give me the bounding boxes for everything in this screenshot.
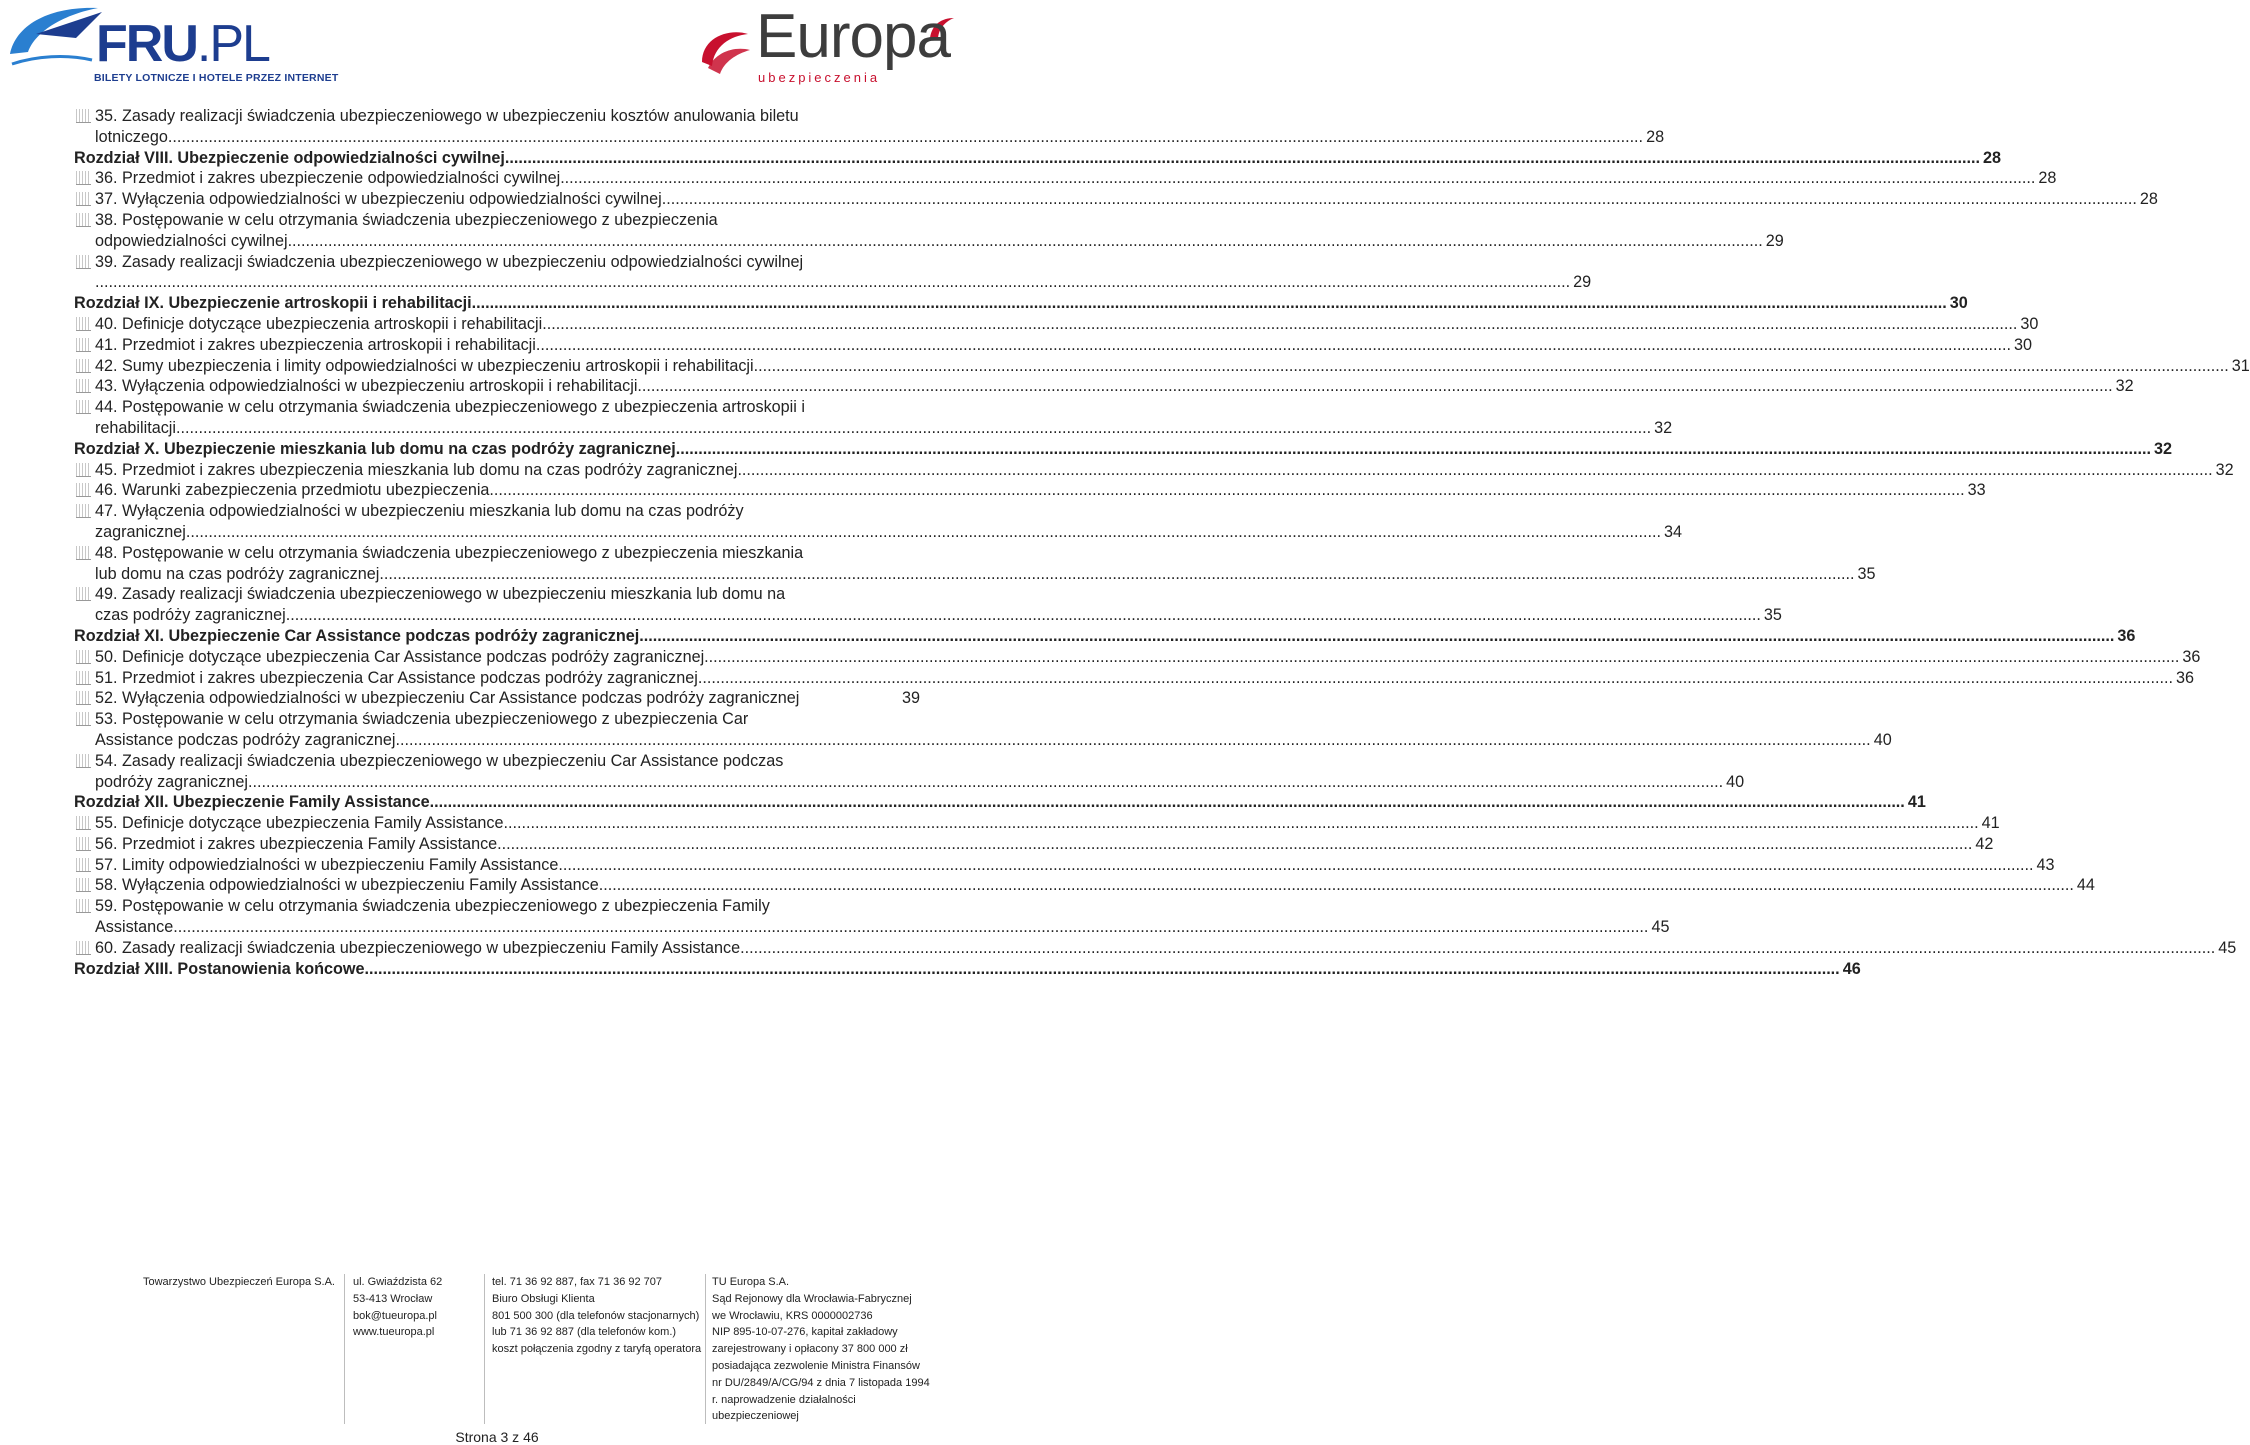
toc-marker-icon — [76, 587, 91, 601]
toc-dot-leader — [704, 647, 2179, 668]
toc-marker-icon — [76, 317, 91, 331]
footer-line: bok@tueuropa.pl — [353, 1309, 437, 1322]
toc-marker-icon — [76, 379, 91, 393]
toc-section-entry[interactable] — [74, 460, 2234, 481]
toc-dot-leader — [737, 460, 2212, 481]
toc-page-number: 32 — [2115, 377, 2134, 396]
toc-entry-text: czas podróży zagranicznej — [95, 606, 286, 625]
toc-entry-text: odpowiedzialności cywilnej — [95, 231, 288, 250]
footer-line: koszt połączenia zgodny z taryfą operatora — [492, 1343, 702, 1356]
toc-entry-text: 58. Wyłączenia odpowiedzialności w ubezpieczeniu Family Assistance — [95, 876, 599, 895]
toc-page-number: 30 — [2014, 335, 2033, 354]
toc-page-number: 40 — [1726, 772, 1745, 791]
toc-page-number: 46 — [1842, 959, 1861, 978]
toc-section-entry[interactable] — [74, 875, 2095, 896]
toc-entry-text: 52. Wyłączenia odpowiedzialności w ubezpieczeniu Car Assistance podczas podróży zagranicznej — [95, 689, 800, 708]
toc-dot-leader — [168, 127, 1643, 148]
toc-dot-leader — [365, 959, 1840, 980]
toc-page-number: 35 — [1857, 564, 1876, 583]
toc-entry-text: zagranicznej — [95, 522, 186, 541]
toc-page-number: 33 — [1967, 481, 1986, 500]
toc-section-entry[interactable] — [74, 106, 1665, 148]
toc-dot-leader — [95, 272, 1570, 293]
footer-registry — [712, 1274, 930, 1425]
toc-marker-icon — [76, 816, 91, 830]
toc-page-number: 36 — [2117, 626, 2136, 645]
toc-dot-leader — [676, 439, 2151, 460]
toc-page-number: 36 — [2176, 668, 2195, 687]
toc-section-entry[interactable] — [74, 834, 1994, 855]
toc-dot-leader — [430, 792, 1905, 813]
toc-marker-icon — [76, 899, 91, 913]
footer-divider — [484, 1274, 485, 1424]
toc-dot-leader — [599, 875, 2074, 896]
toc-section-entry[interactable] — [74, 168, 2057, 189]
toc-dot-leader — [542, 314, 2017, 335]
toc-page-number: 42 — [1975, 834, 1994, 853]
toc-entry-text: 36. Przedmiot i zakres ubezpieczenie odpowiedzialności cywilnej — [95, 169, 561, 188]
toc-dot-leader — [558, 855, 2033, 876]
toc-entry-text: 47. Wyłączenia odpowiedzialności w ubezpieczeniu mieszkania lub domu na czas podróży — [95, 502, 744, 521]
toc-page-number: 41 — [1981, 814, 2000, 833]
toc-page-number: 29 — [1573, 273, 1592, 292]
toc-page-number: 34 — [1664, 522, 1683, 541]
toc-dot-leader — [497, 834, 1972, 855]
toc-section-entry[interactable] — [74, 896, 1670, 938]
toc-entry-text: Rozdział XI. Ubezpieczenie Car Assistance podczas podróży zagranicznej — [74, 626, 640, 645]
footer-line: ubezpieczeniowej — [712, 1410, 799, 1423]
footer-line: 801 500 300 (dla telefonów stacjonarnych) — [492, 1309, 700, 1322]
toc-dot-leader — [560, 168, 2035, 189]
toc-marker-icon — [76, 691, 91, 705]
toc-entry-text: Rozdział X. Ubezpieczenie mieszkania lub domu na czas podróży zagranicznej — [74, 439, 676, 458]
toc-marker-icon — [76, 463, 91, 477]
toc-dot-leader — [176, 418, 1651, 439]
toc-dot-leader — [740, 938, 2215, 959]
toc-page-number: 35 — [1763, 606, 1782, 625]
toc-marker-icon — [76, 109, 91, 123]
toc-page-number: 43 — [2036, 855, 2055, 874]
toc-section-entry[interactable] — [74, 397, 1673, 439]
toc-section-entry[interactable] — [74, 855, 2055, 876]
toc-marker-icon — [76, 171, 91, 185]
toc-dot-leader — [504, 813, 1979, 834]
toc-marker-icon — [76, 671, 91, 685]
footer-line: Sąd Rejonowy dla Wrocławia-Fabrycznej — [712, 1292, 912, 1305]
toc-dot-leader — [639, 626, 2114, 647]
europa-logo-subtitle: ubezpieczenia — [758, 70, 881, 85]
toc-page-number: 45 — [1651, 918, 1670, 937]
toc-page-number: 28 — [2038, 169, 2057, 188]
toc-page-number: 39 — [901, 689, 920, 708]
footer-divider — [344, 1274, 345, 1424]
toc-section-entry[interactable] — [74, 938, 2237, 959]
toc-marker-icon — [76, 504, 91, 518]
toc-section-entry[interactable] — [74, 709, 1892, 751]
toc-entry-text: 35. Zasady realizacji świadczenia ubezpieczeniowego w ubezpieczeniu kosztów anulowania biletu — [95, 107, 799, 125]
footer-line: Towarzystwo Ubezpieczeń Europa S.A. — [143, 1276, 335, 1288]
toc-section-entry[interactable] — [74, 501, 1683, 543]
toc-entry-text: 54. Zasady realizacji świadczenia ubezpieczeniowego w ubezpieczeniu Car Assistance podczas — [95, 751, 784, 770]
toc-marker-icon — [76, 650, 91, 664]
toc-entry-text: Assistance — [95, 918, 174, 937]
toc-entry-text: 53. Postępowanie w celu otrzymania świadczenia ubezpieczeniowego z ubezpieczenia Car — [95, 710, 749, 729]
toc-entry-text: 55. Definicje dotyczące ubezpieczenia Family Assistance — [95, 814, 504, 833]
toc-page-number: 29 — [1765, 231, 1784, 250]
toc-entry-text: lub domu na czas podróży zagranicznej — [95, 564, 380, 583]
footer-line: NIP 895-10-07-276, kapitał zakładowy — [712, 1326, 898, 1339]
toc-page-number: 36 — [2182, 647, 2201, 666]
toc-entry-text: 44. Postępowanie w celu otrzymania świadczenia ubezpieczeniowego z ubezpieczenia artroskopii i — [95, 398, 805, 417]
toc-page-number: 28 — [2139, 190, 2158, 209]
toc-marker-icon — [76, 255, 91, 269]
toc-section-entry[interactable] — [74, 584, 1782, 626]
toc-page-number: 32 — [2153, 439, 2172, 458]
footer-line: 53-413 Wrocław — [353, 1292, 433, 1305]
toc-chapter-entry[interactable] — [74, 293, 1968, 314]
toc-chapter-entry[interactable] — [74, 626, 2136, 647]
toc-section-entry[interactable] — [74, 668, 2195, 689]
toc-section-entry[interactable] — [74, 751, 1745, 793]
page-header — [0, 0, 960, 95]
footer-line: r. naprowadzenie działalności — [712, 1393, 856, 1406]
toc-dot-leader — [505, 148, 1980, 169]
toc-chapter-entry[interactable] — [74, 959, 1861, 980]
toc-entry-text: 50. Definicje dotyczące ubezpieczenia Car Assistance podczas podróży zagranicznej — [95, 647, 705, 666]
footer-line: Biuro Obsługi Klienta — [492, 1292, 595, 1305]
toc-dot-leader — [472, 293, 1947, 314]
europa-swirl-icon — [698, 22, 758, 82]
toc-marker-icon — [76, 192, 91, 206]
page-footer — [0, 1274, 960, 1434]
table-of-contents — [74, 106, 2250, 979]
toc-page-number: 40 — [1873, 730, 1892, 749]
footer-contact — [492, 1274, 701, 1358]
toc-entry-text: Rozdział VIII. Ubezpieczenie odpowiedzialności cywilnej — [74, 148, 505, 167]
toc-entry-text: 48. Postępowanie w celu otrzymania świadczenia ubezpieczeniowego z ubezpieczenia mieszkania — [95, 543, 804, 562]
toc-marker-icon — [76, 754, 91, 768]
footer-line: zarejestrowany i opłacony 37 800 000 zł — [712, 1343, 908, 1356]
europa-logo — [698, 2, 958, 88]
footer-address — [353, 1274, 442, 1341]
toc-marker-icon — [76, 213, 91, 227]
toc-dot-leader — [637, 376, 2112, 397]
toc-dot-leader — [754, 356, 2229, 377]
toc-dot-leader — [186, 522, 1661, 543]
toc-marker-icon — [76, 359, 91, 373]
toc-entry-text: 41. Przedmiot i zakres ubezpieczenia artroskopii i rehabilitacji — [95, 335, 536, 354]
toc-entry-text: 42. Sumy ubezpieczenia i limity odpowiedzialności w ubezpieczeniu artroskopii i rehabilitacji — [95, 356, 754, 375]
toc-dot-leader — [379, 564, 1854, 585]
toc-marker-icon — [76, 338, 91, 352]
toc-page-number: 32 — [1654, 418, 1673, 437]
toc-page-number: 30 — [2020, 314, 2039, 333]
toc-entry-text: 37. Wyłączenia odpowiedzialności w ubezpieczeniu odpowiedzialności cywilnej — [95, 190, 662, 209]
footer-line: TU Europa S.A. — [712, 1276, 790, 1288]
toc-marker-icon — [76, 941, 91, 955]
toc-section-entry[interactable] — [74, 356, 2250, 377]
toc-chapter-entry[interactable] — [74, 792, 1926, 813]
toc-dot-leader — [489, 480, 1964, 501]
toc-entry-text: podróży zagranicznej — [95, 772, 248, 791]
toc-page-number: 28 — [1983, 148, 2002, 167]
toc-dot-leader — [288, 231, 1763, 252]
toc-page-number: 28 — [1646, 127, 1665, 146]
toc-entry-text: 56. Przedmiot i zakres ubezpieczenia Family Assistance — [95, 834, 498, 853]
footer-company — [143, 1274, 335, 1291]
page-number: Strona 3 z 46 — [455, 1429, 539, 1445]
footer-line: ul. Gwiaździsta 62 — [353, 1276, 443, 1288]
toc-marker-icon — [76, 858, 91, 872]
toc-page-number: 30 — [1949, 294, 1968, 313]
toc-entry-text: 57. Limity odpowiedzialności w ubezpieczeniu Family Assistance — [95, 855, 559, 874]
toc-page-number: 45 — [2218, 938, 2237, 957]
toc-entry-text: 46. Warunki zabezpieczenia przedmiotu ubezpieczenia — [95, 481, 490, 500]
toc-chapter-entry[interactable] — [74, 439, 2172, 460]
toc-section-entry[interactable] — [74, 314, 2039, 335]
toc-entry-text: 39. Zasady realizacji świadczenia ubezpieczeniowego w ubezpieczeniu odpowiedzialności cywilnej — [95, 252, 804, 271]
toc-entry-text: 45. Przedmiot i zakres ubezpieczenia mieszkania lub domu na czas podróży zagranicznej — [95, 460, 738, 479]
toc-entry-text: 40. Definicje dotyczące ubezpieczenia artroskopii i rehabilitacji — [95, 314, 543, 333]
toc-marker-icon — [76, 837, 91, 851]
toc-entry-text: Rozdział XIII. Postanowienia końcowe — [74, 959, 365, 978]
europa-logo-wordmark: Europa — [756, 2, 950, 71]
toc-section-entry[interactable] — [74, 688, 920, 709]
toc-dot-leader — [286, 605, 1761, 626]
toc-entry-text: 60. Zasady realizacji świadczenia ubezpieczeniowego w ubezpieczeniu Family Assistance — [95, 938, 741, 957]
toc-section-entry[interactable] — [74, 647, 2201, 668]
toc-dot-leader — [248, 772, 1723, 793]
toc-entry-text: Rozdział IX. Ubezpieczenie artroskopii i rehabilitacji — [74, 294, 472, 313]
toc-dot-leader — [173, 917, 1648, 938]
toc-page-number: 44 — [2076, 876, 2095, 895]
toc-dot-leader — [536, 335, 2011, 356]
toc-entry-text: 43. Wyłączenia odpowiedzialności w ubezpieczeniu artroskopii i rehabilitacji — [95, 377, 638, 396]
footer-divider — [705, 1274, 706, 1424]
toc-marker-icon — [76, 400, 91, 414]
fru-logo-tagline: BILETY LOTNICZE I HOTELE PRZEZ INTERNET — [94, 72, 339, 84]
toc-entry-text: 38. Postępowanie w celu otrzymania świadczenia ubezpieczeniowego z ubezpieczenia — [95, 210, 718, 229]
toc-section-entry[interactable] — [74, 335, 2033, 356]
toc-section-entry[interactable] — [74, 543, 1876, 585]
fru-logo — [6, 4, 351, 88]
footer-line: lub 71 36 92 887 (dla telefonów kom.) — [492, 1326, 677, 1339]
toc-entry-text: 59. Postępowanie w celu otrzymania świadczenia ubezpieczeniowego z ubezpieczenia Family — [95, 897, 770, 916]
footer-line: posiadająca zezwolenie Ministra Finansów — [712, 1359, 920, 1372]
footer-line: we Wrocławiu, KRS 0000002736 — [712, 1309, 873, 1322]
toc-marker-icon — [76, 878, 91, 892]
toc-entry-text: 51. Przedmiot i zakres ubezpieczenia Car Assistance podczas podróży zagranicznej — [95, 668, 698, 687]
toc-section-entry[interactable] — [74, 252, 1592, 294]
footer-line: nr DU/2849/A/CG/94 z dnia 7 listopada 1994 — [712, 1376, 930, 1389]
toc-page-number: 31 — [2231, 356, 2250, 375]
footer-line: tel. 71 36 92 887, fax 71 36 92 707 — [492, 1276, 663, 1288]
toc-section-entry[interactable] — [74, 480, 1986, 501]
toc-chapter-entry[interactable] — [74, 148, 2002, 169]
toc-section-entry[interactable] — [74, 813, 2000, 834]
toc-section-entry[interactable] — [74, 376, 2134, 397]
toc-page-number: 41 — [1907, 793, 1926, 812]
toc-marker-icon — [76, 483, 91, 497]
toc-dot-leader — [662, 189, 2137, 210]
toc-entry-text: 49. Zasady realizacji świadczenia ubezpieczeniowego w ubezpieczeniu mieszkania lub domu na — [95, 585, 786, 604]
toc-marker-icon — [76, 546, 91, 560]
fru-logo-wordmark: FRU.PL — [96, 15, 269, 73]
toc-marker-icon — [76, 712, 91, 726]
toc-entry-text: Rozdział XII. Ubezpieczenie Family Assistance — [74, 793, 430, 812]
footer-line: www.tueuropa.pl — [353, 1326, 435, 1339]
toc-page-number: 32 — [2215, 460, 2234, 479]
toc-entry-text: rehabilitacji — [95, 418, 176, 437]
toc-dot-leader — [396, 730, 1871, 751]
toc-section-entry[interactable] — [74, 210, 1784, 252]
toc-entry-text: Assistance podczas podróży zagranicznej — [95, 730, 396, 749]
toc-section-entry[interactable] — [74, 189, 2158, 210]
toc-dot-leader — [698, 668, 2173, 689]
toc-entry-text: lotniczego — [95, 127, 168, 146]
